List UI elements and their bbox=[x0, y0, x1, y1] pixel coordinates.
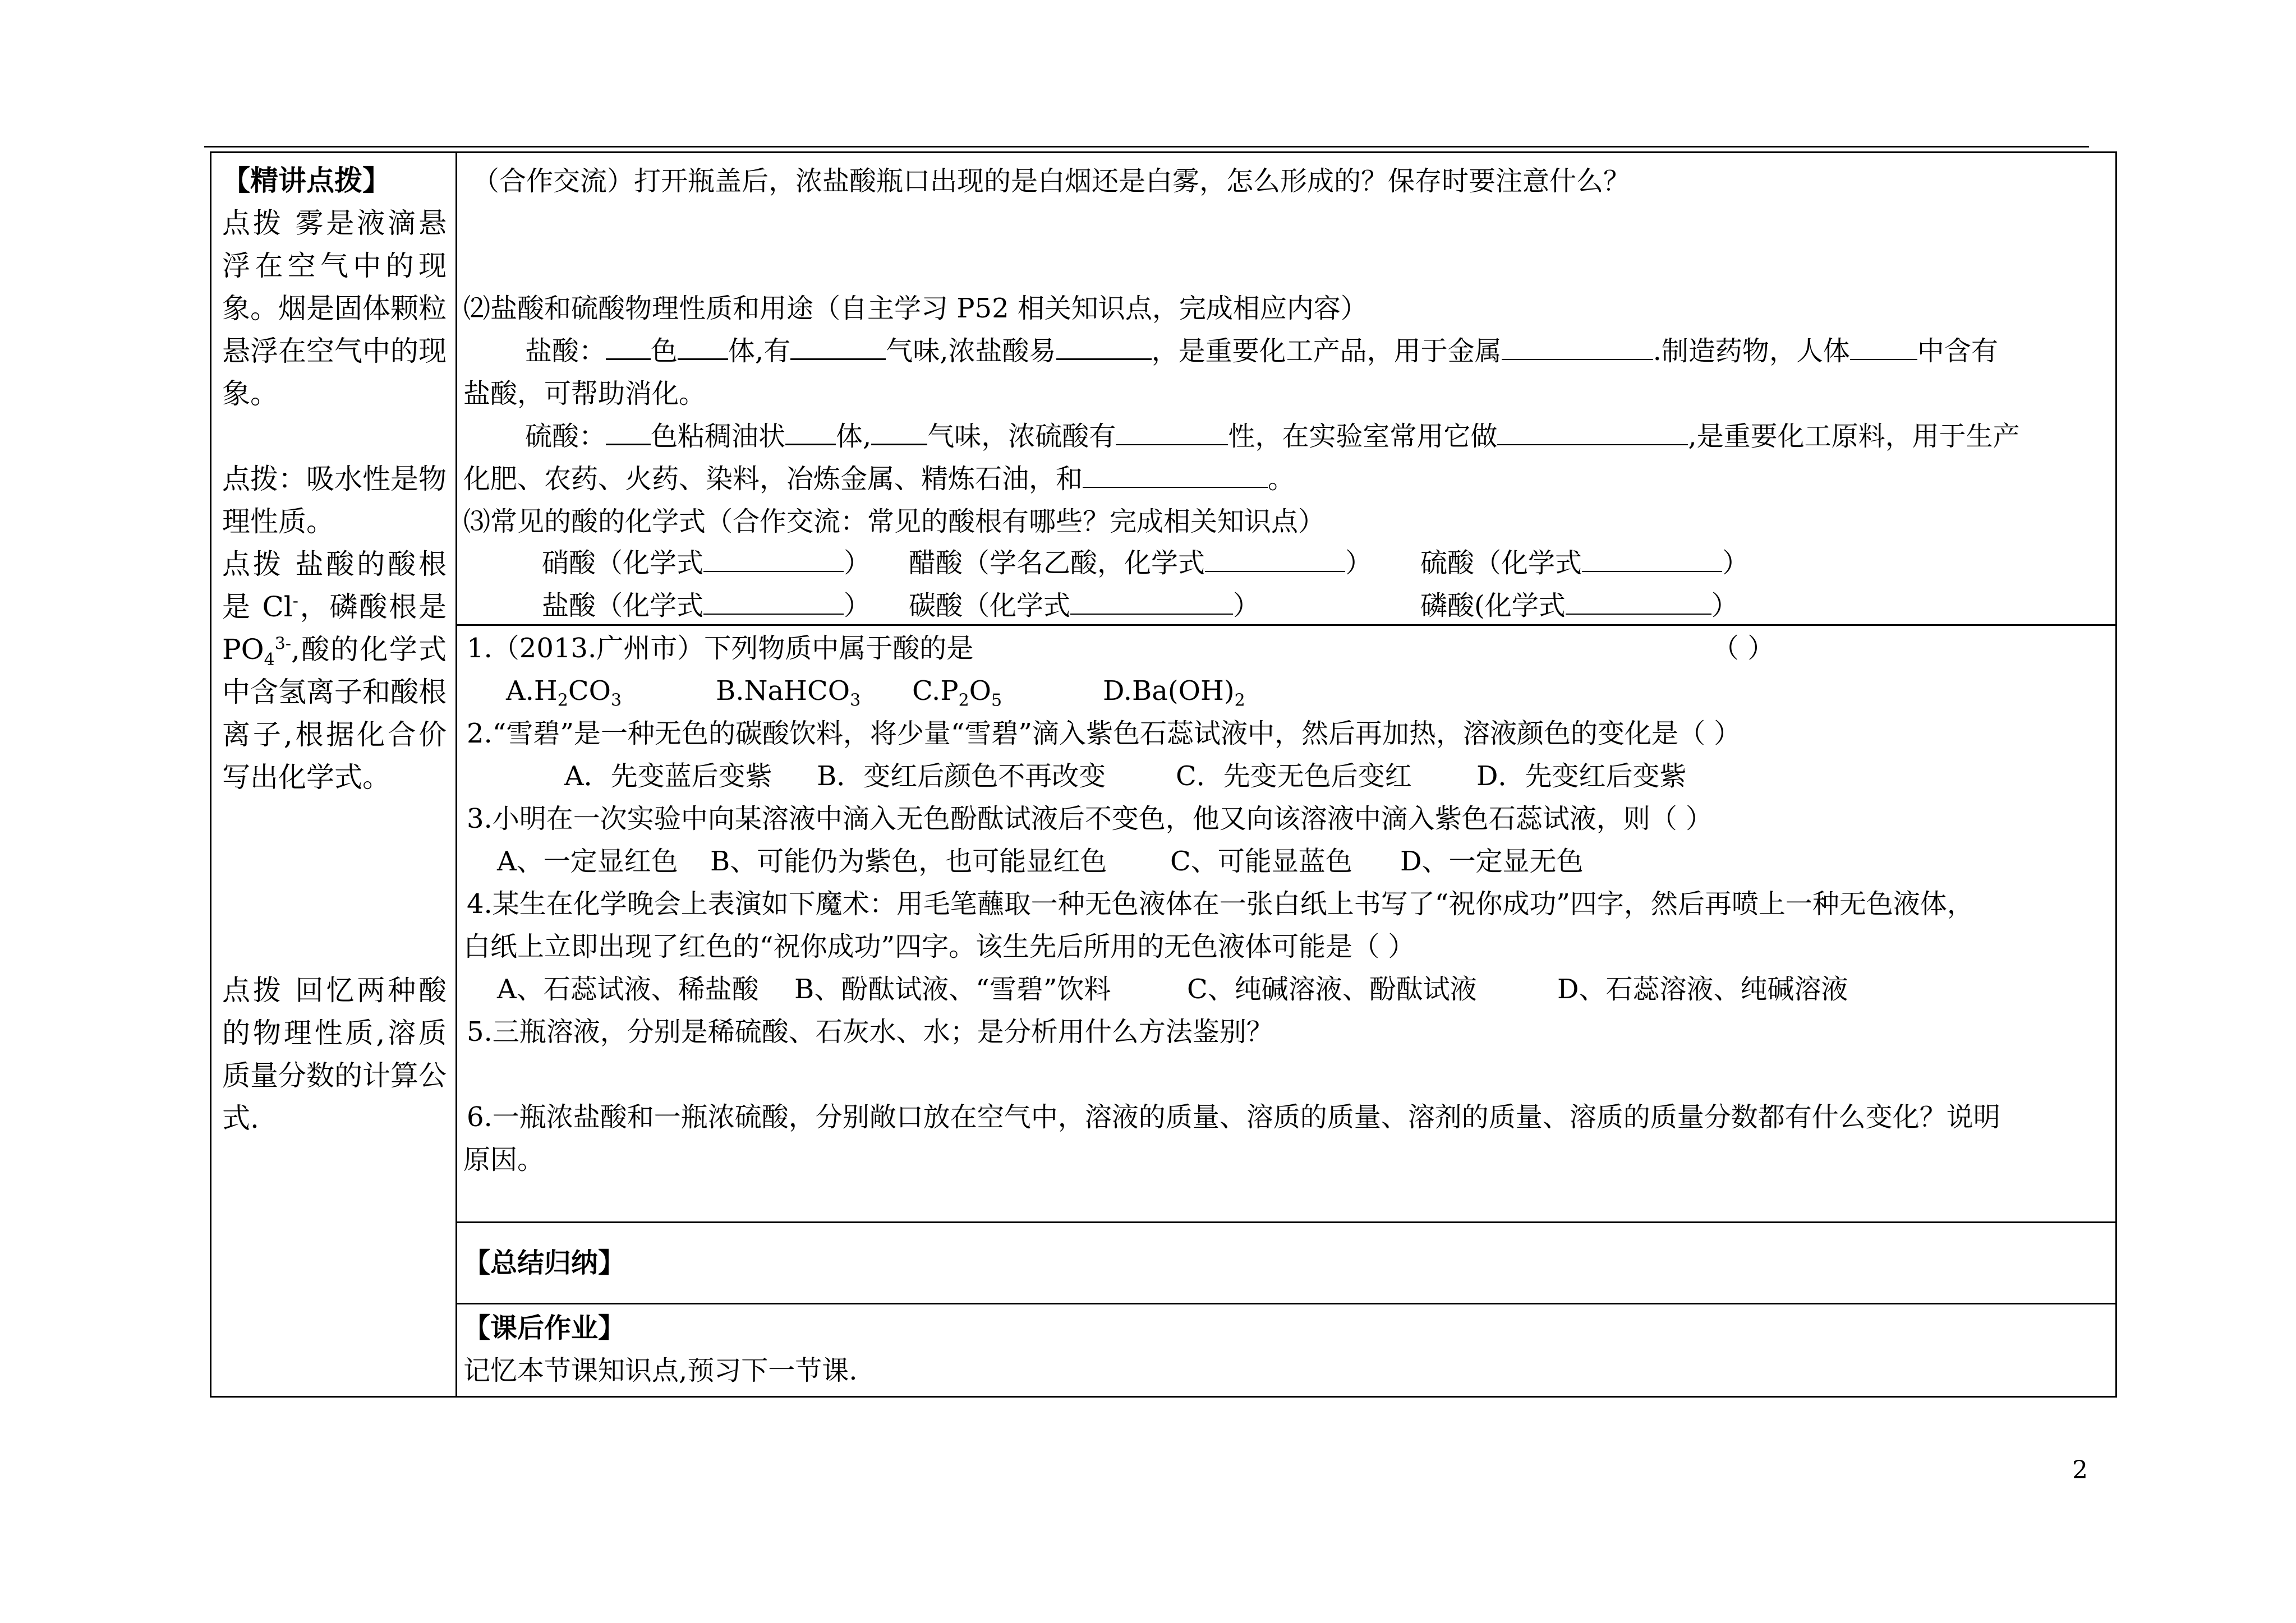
header-rule bbox=[204, 146, 2089, 147]
column-divider bbox=[455, 151, 457, 1398]
q1-option-b: B.NaHCO$_3$ bbox=[716, 675, 861, 711]
q2-option-d: D．先变红后变紫 bbox=[1476, 760, 1687, 792]
q2-option-a: A．先变蓝后变紫 bbox=[564, 760, 772, 792]
q1-option-d: $D.Ba(OH)_2$ bbox=[1103, 675, 1245, 711]
blank-h2so4-color[interactable] bbox=[606, 416, 651, 445]
blank-h2so4[interactable] bbox=[1582, 543, 1722, 572]
phosphoric-acid-formula: 磷酸(化学式 ） bbox=[1420, 584, 1738, 627]
question-4-line-1: 4.某生在化学晚会上表演如下魔术：用毛笔蘸取一种无色液体在一张白纸上书写了“祝你成功”四字，然后再喷上一种无色液体， bbox=[467, 888, 1974, 920]
question-5: 5.三瓶溶液，分别是稀硫酸、石灰水、水；是分析用什么方法鉴别？ bbox=[467, 1016, 1273, 1048]
q4-option-b: B、酚酞试液、“雪碧”饮料 bbox=[794, 974, 1111, 1005]
q2-option-c: C．先变无色后变红 bbox=[1176, 760, 1412, 792]
nitric-acid-formula: 硝酸（化学式 ） bbox=[542, 542, 871, 584]
summary-header: 【总结归纳】 bbox=[463, 1247, 625, 1279]
blank-h2so4-use[interactable] bbox=[1497, 416, 1688, 445]
q4-option-a: A、石蕊试液、稀盐酸 bbox=[497, 974, 759, 1005]
item3-title: ⑶常见的酸的化学式（合作交流：常见的酸根有哪些？完成相关知识点） bbox=[463, 506, 1326, 537]
hcl-line-2: 盐酸，可帮助消化。 bbox=[463, 378, 706, 409]
blank-hcl-color[interactable] bbox=[606, 330, 651, 360]
blank-hcl-body[interactable] bbox=[1850, 331, 1917, 360]
blank-hno3[interactable] bbox=[703, 543, 844, 572]
sulfuric-acid-formula: 硫酸（化学式 ） bbox=[1420, 542, 1749, 584]
q1-option-c: $C.P_2O_5$ bbox=[912, 675, 1002, 711]
cooperation-question: （合作交流）打开瓶盖后，浓盐酸瓶口出现的是白烟还是白雾，怎么形成的？保存时要注意什么？ bbox=[472, 165, 1631, 197]
q4-option-c: C、纯碱溶液、酚酞试液 bbox=[1187, 974, 1477, 1005]
hydrochloric-acid-formula: 盐酸（化学式 ） bbox=[542, 584, 871, 627]
item2-title: ⑵盐酸和硫酸物理性质和用途（自主学习 P52 相关知识点，完成相应内容） bbox=[463, 293, 1368, 324]
question-3: 3.小明在一次实验中向某溶液中滴入无色酚酞试液后不变色，他又向该溶液中滴入紫色石蕊试液，则（ ） bbox=[467, 803, 1713, 834]
left-header: 【精讲点拨】 bbox=[222, 164, 390, 197]
blank-h2so4-odor[interactable] bbox=[871, 416, 927, 445]
blank-hcl-state[interactable] bbox=[678, 330, 728, 360]
q3-option-b: B、可能仍为紫色，也可能显红色 bbox=[710, 846, 1107, 877]
q3-option-c: C、可能显蓝色 bbox=[1170, 846, 1352, 877]
q3-option-a: A、一定显红色 bbox=[497, 846, 678, 877]
blank-hcl-odor[interactable] bbox=[790, 330, 886, 360]
blank-hcl-metal[interactable] bbox=[1502, 331, 1653, 360]
question-6-line-2: 原因。 bbox=[463, 1144, 545, 1175]
q2-option-b: B．变红后颜色不再改变 bbox=[817, 760, 1106, 792]
blank-h2so4-property[interactable] bbox=[1116, 416, 1228, 445]
h2so4-line-2: 化肥、农药、火药、染料，冶炼金属、精炼石油，和 。 bbox=[463, 458, 1295, 500]
blank-h3po4[interactable] bbox=[1566, 585, 1711, 615]
h2so4-line: 硫酸： 色粘稠油状 体, 气味，浓硫酸有 性，在实验室常用它做 ,是重要化工原料，用于生产 bbox=[525, 415, 2020, 458]
row-divider-2 bbox=[455, 1221, 2117, 1223]
q3-option-d: D、一定显无色 bbox=[1400, 846, 1584, 877]
blank-ch3cooh[interactable] bbox=[1205, 543, 1345, 572]
homework-header: 【课后作业】 bbox=[463, 1312, 625, 1344]
question-4-line-2: 白纸上立即出现了红色的“祝你成功”四字。该生先后所用的无色液体可能是（ ） bbox=[463, 931, 1415, 962]
question-1-answer-paren: （ ） bbox=[1712, 633, 1775, 664]
hcl-line: 盐酸： 色 体,有 气味,浓盐酸易 ，是重要化工产品，用于金属 .制造药物，人体 中含有 bbox=[525, 330, 1998, 372]
note-recall: 点拨 回忆两种酸的物理性质,溶质质量分数的计算公式. bbox=[222, 974, 447, 1135]
blank-hcl-property[interactable] bbox=[1056, 330, 1152, 360]
q1-option-a: $A.H_2CO_3$ bbox=[506, 675, 622, 711]
blank-h2so4-other[interactable] bbox=[1083, 459, 1268, 488]
q4-option-d: D、石蕊溶液、纯碱溶液 bbox=[1557, 974, 1848, 1005]
note-absorbency: 点拨：吸水性是物理性质。 bbox=[222, 463, 447, 538]
left-notes-column bbox=[222, 159, 447, 1140]
blank-h2co3[interactable] bbox=[1070, 585, 1233, 615]
row-divider-3 bbox=[455, 1303, 2117, 1304]
homework-text: 记忆本节课知识点,预习下一节课. bbox=[463, 1355, 858, 1386]
carbonic-acid-formula: 碳酸（化学式 ） bbox=[909, 584, 1260, 627]
blank-h2so4-state[interactable] bbox=[785, 416, 836, 445]
question-2: 2.“雪碧”是一种无色的碳酸饮料，将少量“雪碧”滴入紫色石蕊试液中，然后再加热，溶液颜色的变化是（ ） bbox=[467, 718, 1741, 749]
blank-hcl[interactable] bbox=[703, 585, 844, 615]
question-6-line-1: 6.一瓶浓盐酸和一瓶浓硫酸，分别敞口放在空气中，溶液的质量、溶质的质量、溶剂的质量、溶质的质量分数都有什么变化？说明 bbox=[467, 1101, 2000, 1133]
note-smoke-fog: 点拨 雾是液滴悬浮在空气中的现象。烟是固体颗粒悬浮在空气中的现象。 bbox=[222, 207, 447, 410]
page-number: 2 bbox=[2072, 1456, 2088, 1484]
question-1: 1.（2013.广州市）下列物质中属于酸的是 bbox=[467, 633, 974, 664]
note-acid-radical: 点拨 盐酸的酸根是 Cl-，磷酸根是 $PO_4^{3-}$,酸的化学式中含氢离子和酸根离子,根据化合价写出化学式。 bbox=[222, 548, 447, 794]
acetic-acid-formula: 醋酸（学名乙酸，化学式 ） bbox=[909, 542, 1372, 584]
